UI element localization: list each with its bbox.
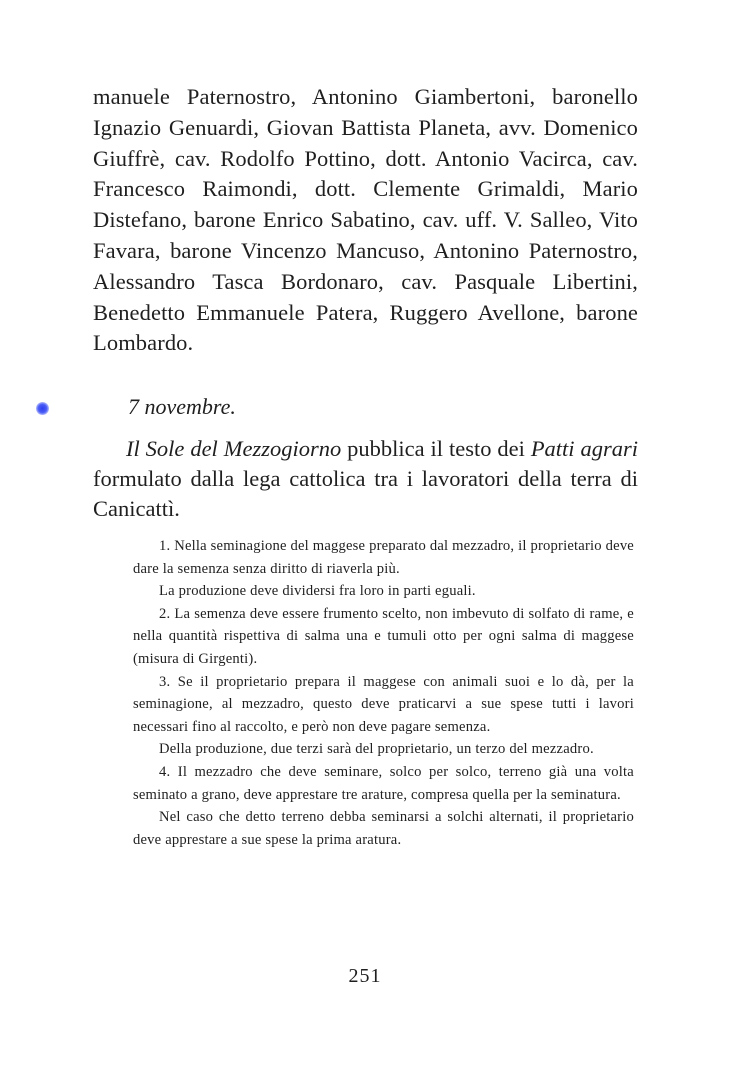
blue-dot-marker <box>36 402 49 415</box>
intro-text-1: pubblica il testo dei <box>341 436 531 461</box>
intro-text-2: formulato dalla lega cattolica tra i lavoratori della terra di Canicattì. <box>93 466 638 521</box>
article-paragraph: Nel caso che detto terreno debba seminarsi a solchi alternati, il proprietario deve apprestare a sue spese la prima aratura. <box>133 809 634 848</box>
document-title: Patti agrari <box>530 436 638 461</box>
intro-paragraph <box>93 434 638 524</box>
article-paragraph: 1. Nella seminagione del maggese preparato dal mezzadro, il proprietario deve dare la semenza senza diritto di riaverla più. <box>133 538 634 577</box>
page-number: 251 <box>348 965 382 987</box>
pact-articles <box>133 535 634 851</box>
article-paragraph: 3. Se il proprietario prepara il maggese con animali suoi e lo dà, per la seminagione, al mezzadro, questo deve praticarvi a sue spese tutti i lavori necessari fino al raccolto, e però non deve pagare semenza. <box>133 673 634 735</box>
continued-paragraph: manuele Paternostro, Antonino Giambertoni, baronello Ignazio Genuardi, Giovan Battista Planeta, avv. Domenico Giuffrè, cav. Rodolfo Pottino, dott. Antonio Vacirca, cav. Francesco Raimondi, dott. Clemente Grimaldi, Mario Distefano, barone Enrico Sabatino, cav. uff. V. Salleo, Vito Favara, barone Vincenzo Mancuso, Antonino Paternostro, Alessandro Tasca Bordonaro, cav. Pasquale Libertini, Benedetto Emmanuele Patera, Ruggero Avellone, barone Lombardo. <box>93 84 638 356</box>
article-paragraph: La produzione deve dividersi fra loro in parti eguali. <box>159 583 476 600</box>
article-paragraph: 2. La semenza deve essere frumento scelto, non imbevuto di solfato di rame, e nella quantità rispettiva di salma una e tumuli otto per ogni salma di maggese (misura di Girgenti). <box>133 605 634 667</box>
date-heading: 7 novembre. <box>128 394 236 419</box>
article-paragraph: 4. Il mezzadro che deve seminare, solco per solco, terreno già una volta seminato a grano, deve apprestare tre arature, compresa quella per la seminatura. <box>133 763 634 803</box>
article-paragraph: Della produzione, due terzi sarà del proprietario, un terzo del mezzadro. <box>159 741 594 758</box>
newspaper-title: Il Sole del Mezzogiorno <box>126 436 342 461</box>
